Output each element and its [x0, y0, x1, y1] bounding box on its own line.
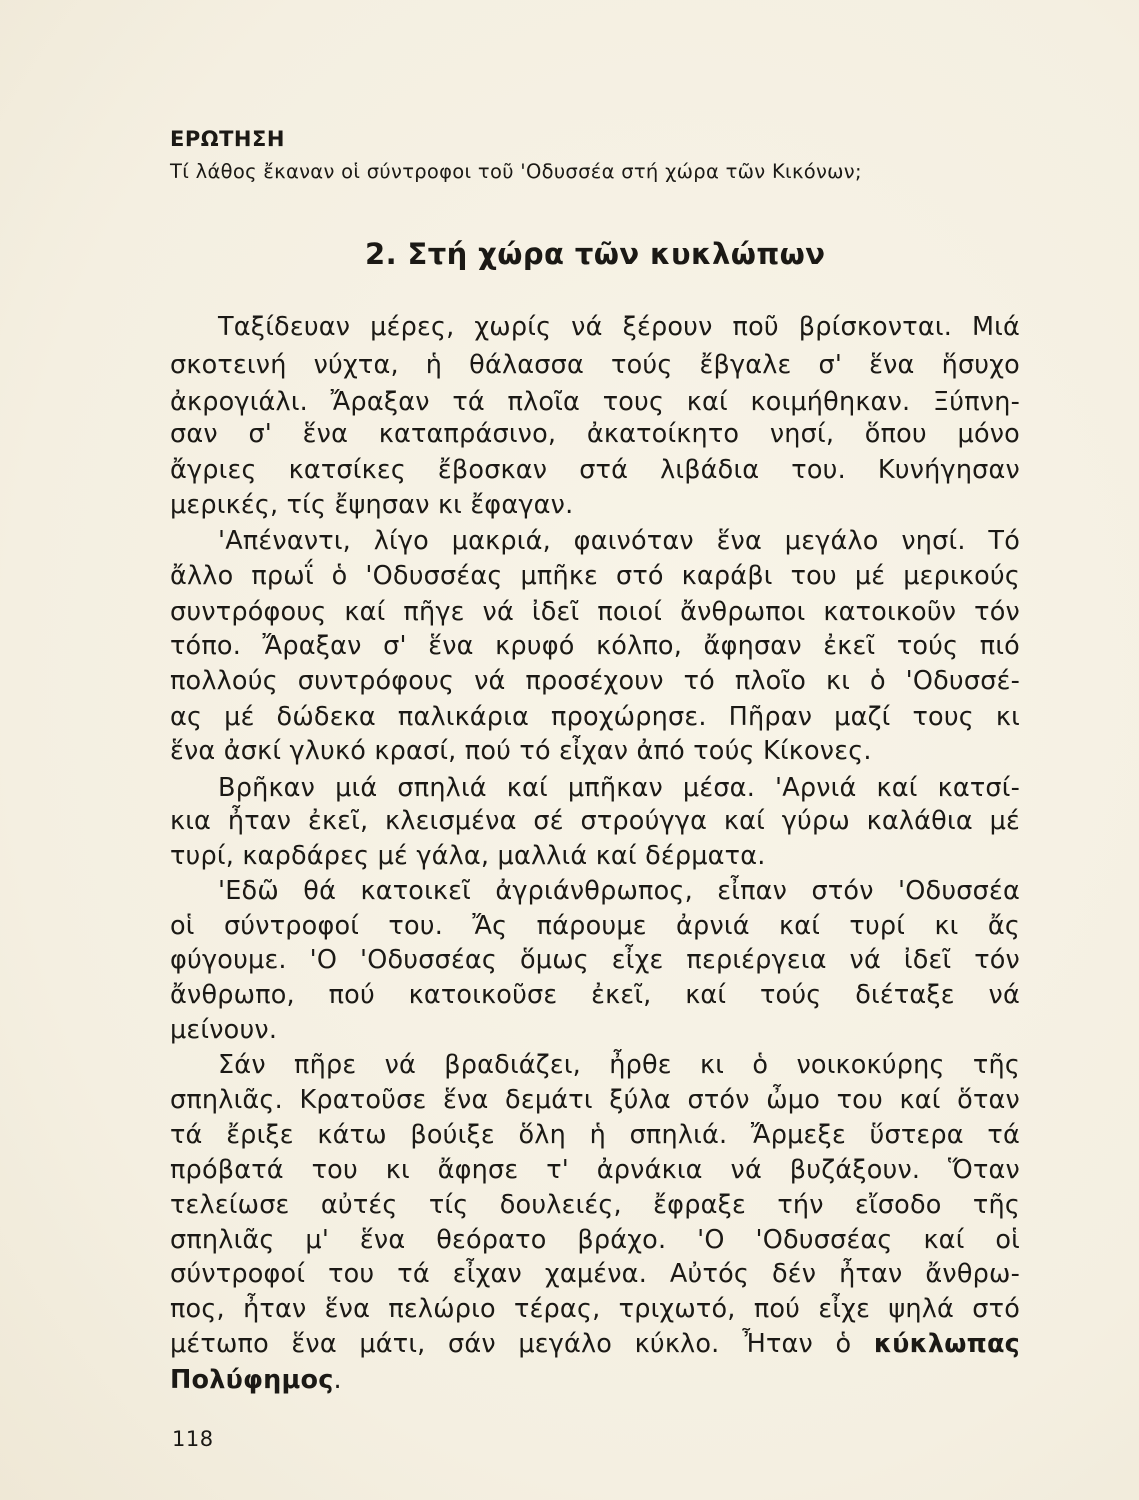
text-line: σαν σ' ἕνα καταπράσινο, ἀκατοίκητο νησί, ὅπου μόνο	[170, 419, 1020, 449]
text-line: 'Απέναντι, λίγο μακριά, φαινόταν ἕνα μεγάλο νησί. Τό	[218, 526, 1020, 556]
section-title: 2. Στή χώρα τῶν κυκλώπων	[365, 237, 826, 271]
text-line: ἄλλο πρωΐ ὁ 'Οδυσσέας μπῆκε στό καράβι του μέ μερικούς	[170, 561, 1020, 591]
emphasis-term: κύκλωπας	[873, 1329, 1020, 1359]
text-line: ας μέ δώδεκα παλικάρια προχώρησε. Πῆραν μαζί τους κι	[170, 702, 1020, 732]
text-line: πρόβατά του κι ἄφησε τ' ἀρνάκια νά βυζάξουν. Ὅταν	[170, 1155, 1020, 1185]
question-text: Τί λάθος ἔκαναν οἱ σύντροφοι τοῦ 'Οδυσσέα στή χώρα τῶν Κικόνων;	[170, 160, 862, 183]
text-line: σπηλιᾶς. Κρατοῦσε ἕνα δεμάτι ξύλα στόν ὦμο του καί ὅταν	[170, 1085, 1020, 1115]
text-line: συντρόφους καί πῆγε νά ἰδεῖ ποιοί ἄνθρωποι κατοικοῦν τόν	[170, 597, 1020, 627]
text-line	[170, 1329, 1020, 1359]
text-line: τελείωσε αὐτές τίς δουλειές, ἔφραξε τήν εἴσοδο τῆς	[170, 1190, 1020, 1220]
text-line: τά ἔριξε κάτω βούιξε ὅλη ἡ σπηλιά. Ἄρμεξε ὕστερα τά	[170, 1120, 1020, 1150]
text-line: ἄνθρωπο, πού κατοικοῦσε ἐκεῖ, καί τούς διέταξε νά	[170, 980, 1020, 1010]
text-line-end: .	[333, 1365, 342, 1395]
text-line: πος, ἦταν ἕνα πελώριο τέρας, τριχωτό, πού εἶχε ψηλά στό	[170, 1294, 1020, 1324]
text-line-start: μέτωπο ἕνα μάτι, σάν μεγάλο κύκλο. Ἦταν ὁ	[170, 1329, 852, 1359]
text-line: φύγουμε. 'Ο 'Οδυσσέας ὅμως εἶχε περιέργεια νά ἰδεῖ τόν	[170, 945, 1020, 975]
text-line: μείνουν.	[170, 1015, 278, 1045]
text-line: σκοτεινή νύχτα, ἡ θάλασσα τούς ἔβγαλε σ' ἕνα ἥσυχο	[170, 350, 1020, 380]
text-line: μερικές, τίς ἔψησαν κι ἔφαγαν.	[170, 490, 574, 520]
text-line: ἀκρογιάλι. Ἄραξαν τά πλοῖα τους καί κοιμήθηκαν. Ξύπνη-	[170, 387, 1020, 417]
text-line: σπηλιᾶς μ' ἕνα θεόρατο βράχο. 'Ο 'Οδυσσέας καί οἱ	[170, 1225, 1020, 1255]
text-line: ἕνα ἀσκί γλυκό κρασί, πού τό εἶχαν ἀπό τούς Κίκονες.	[170, 736, 872, 766]
text-line: 'Εδῶ θά κατοικεῖ ἀγριάνθρωπος, εἶπαν στόν 'Οδυσσέα	[218, 876, 1020, 906]
text-line: οἱ σύντροφοί του. Ἄς πάρουμε ἀρνιά καί τυρί κι ἄς	[170, 911, 1020, 941]
question-heading: ΕΡΩΤΗΣΗ	[170, 127, 285, 151]
text-line: Ταξίδευαν μέρες, χωρίς νά ξέρουν ποῦ βρίσκονται. Μιά	[218, 312, 1020, 342]
text-line: ἄγριες κατσίκες ἔβοσκαν στά λιβάδια του. Κυνήγησαν	[170, 455, 1020, 485]
emphasis-name: Πολύφημος	[170, 1365, 334, 1395]
page-number: 118	[172, 1427, 214, 1451]
text-line	[170, 1365, 1020, 1395]
text-line: πολλούς συντρόφους νά προσέχουν τό πλοῖο κι ὁ 'Οδυσσέ-	[170, 666, 1020, 696]
text-line: τυρί, καρδάρες μέ γάλα, μαλλιά καί δέρματα.	[170, 841, 766, 871]
text-line: κια ἦταν ἐκεῖ, κλεισμένα σέ στρούγγα καί γύρω καλάθια μέ	[170, 806, 1020, 836]
text-line: σύντροφοί του τά εἶχαν χαμένα. Αὐτός δέν ἦταν ἄνθρω-	[170, 1259, 1020, 1289]
text-line: τόπο. Ἄραξαν σ' ἕνα κρυφό κόλπο, ἄφησαν ἐκεῖ τούς πιό	[170, 631, 1020, 661]
text-line: Σάν πῆρε νά βραδιάζει, ἦρθε κι ὁ νοικοκύρης τῆς	[218, 1050, 1020, 1080]
text-line: Βρῆκαν μιά σπηλιά καί μπῆκαν μέσα. 'Αρνιά καί κατσί-	[218, 773, 1020, 803]
